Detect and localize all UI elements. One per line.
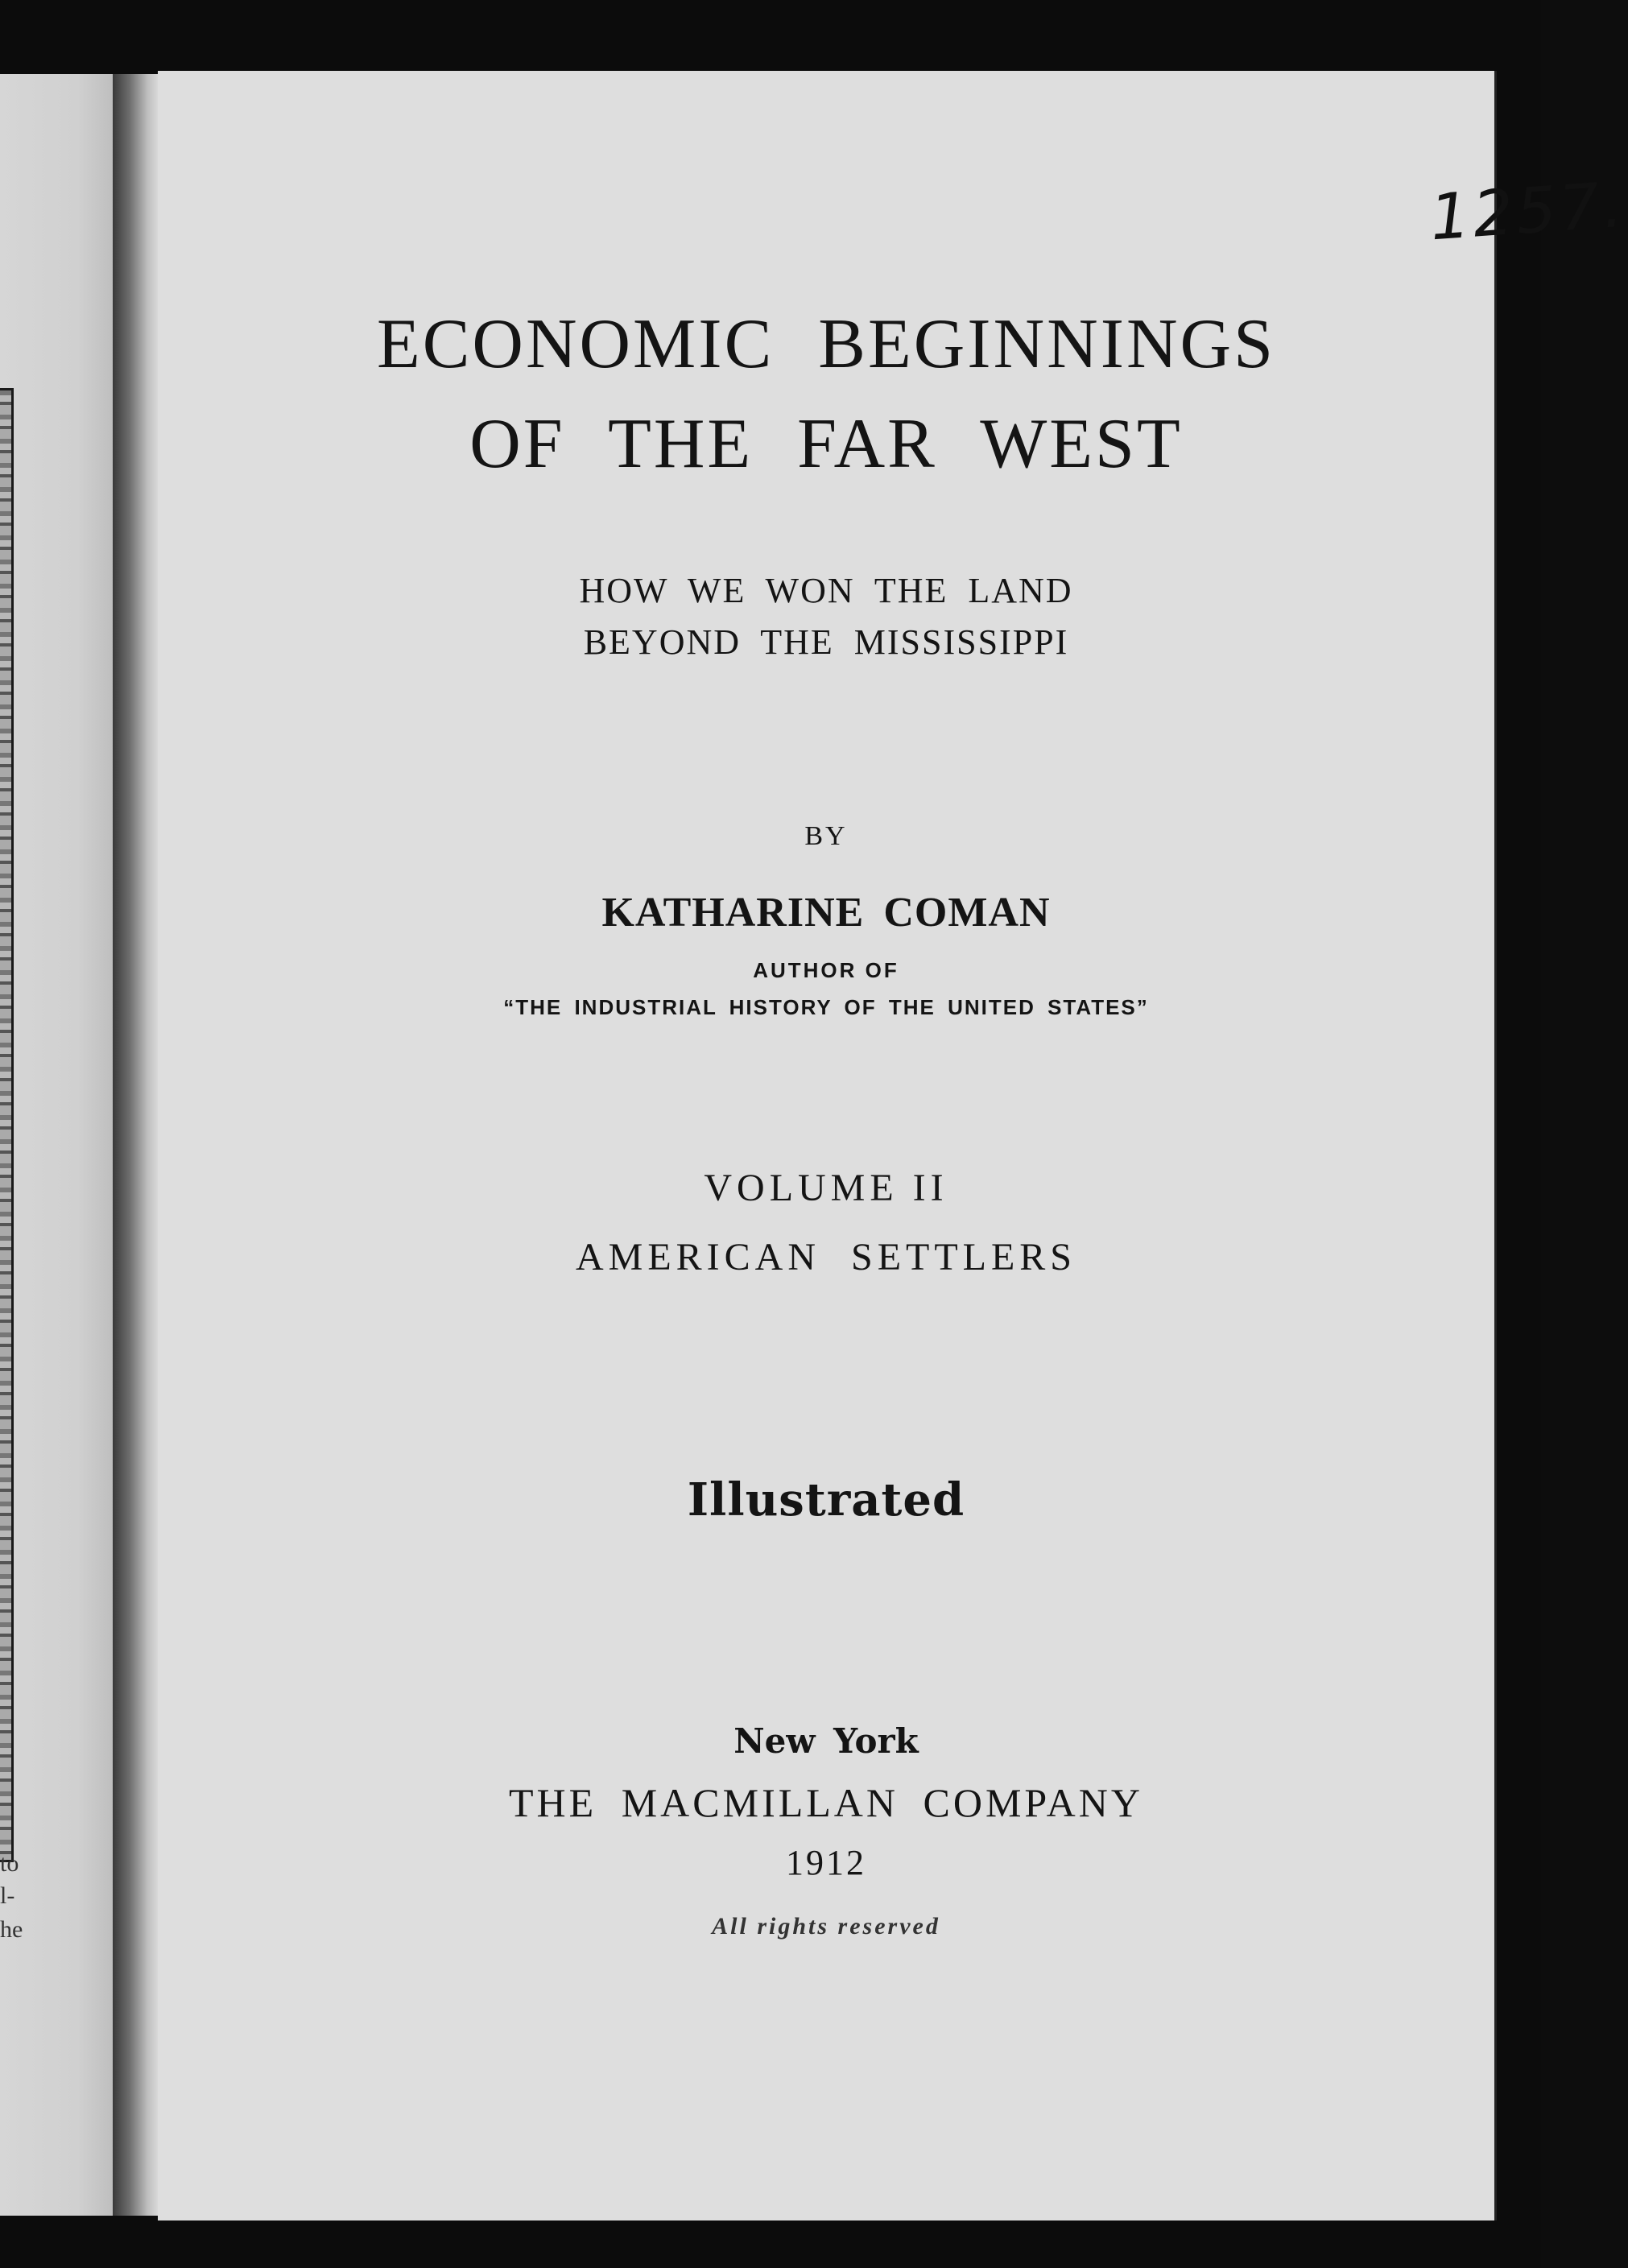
illustrated-label: Illustrated bbox=[687, 1473, 965, 1526]
rights-notice: All rights reserved bbox=[712, 1913, 940, 1940]
previous-page bbox=[0, 74, 129, 2216]
previous-work-title: “THE INDUSTRIAL HISTORY OF THE UNITED STATES” bbox=[503, 995, 1149, 1019]
book-gutter bbox=[113, 74, 159, 2216]
author-name: KATHARINE COMAN bbox=[601, 890, 1051, 936]
subtitle-line-1: HOW WE WON THE LAND bbox=[579, 571, 1073, 610]
previous-page-text-fragment: he bbox=[0, 1916, 23, 1943]
title-page bbox=[158, 71, 1628, 2220]
previous-page-plate bbox=[0, 388, 14, 1862]
title-line-1: ECONOMIC BEGINNINGS bbox=[376, 305, 1276, 383]
volume-subtitle: AMERICAN SETTLERS bbox=[575, 1236, 1076, 1279]
publication-year: 1912 bbox=[786, 1843, 866, 1882]
volume-number: VOLUME II bbox=[704, 1167, 948, 1209]
previous-page-text-fragment: l- bbox=[0, 1882, 15, 1909]
subtitle-line-2: BEYOND THE MISSISSIPPI bbox=[583, 622, 1069, 662]
author-of-label: AUTHOR OF bbox=[753, 958, 899, 982]
previous-page-text-fragment: to bbox=[0, 1850, 19, 1877]
handwritten-catalog-number: 1257. bbox=[1428, 168, 1628, 255]
publisher-city: New York bbox=[733, 1721, 919, 1761]
byline: BY bbox=[804, 821, 848, 851]
plate-image bbox=[0, 390, 11, 1860]
publisher-name: THE MACMILLAN COMPANY bbox=[509, 1780, 1143, 1825]
title-line-2: OF THE FAR WEST bbox=[469, 405, 1183, 483]
